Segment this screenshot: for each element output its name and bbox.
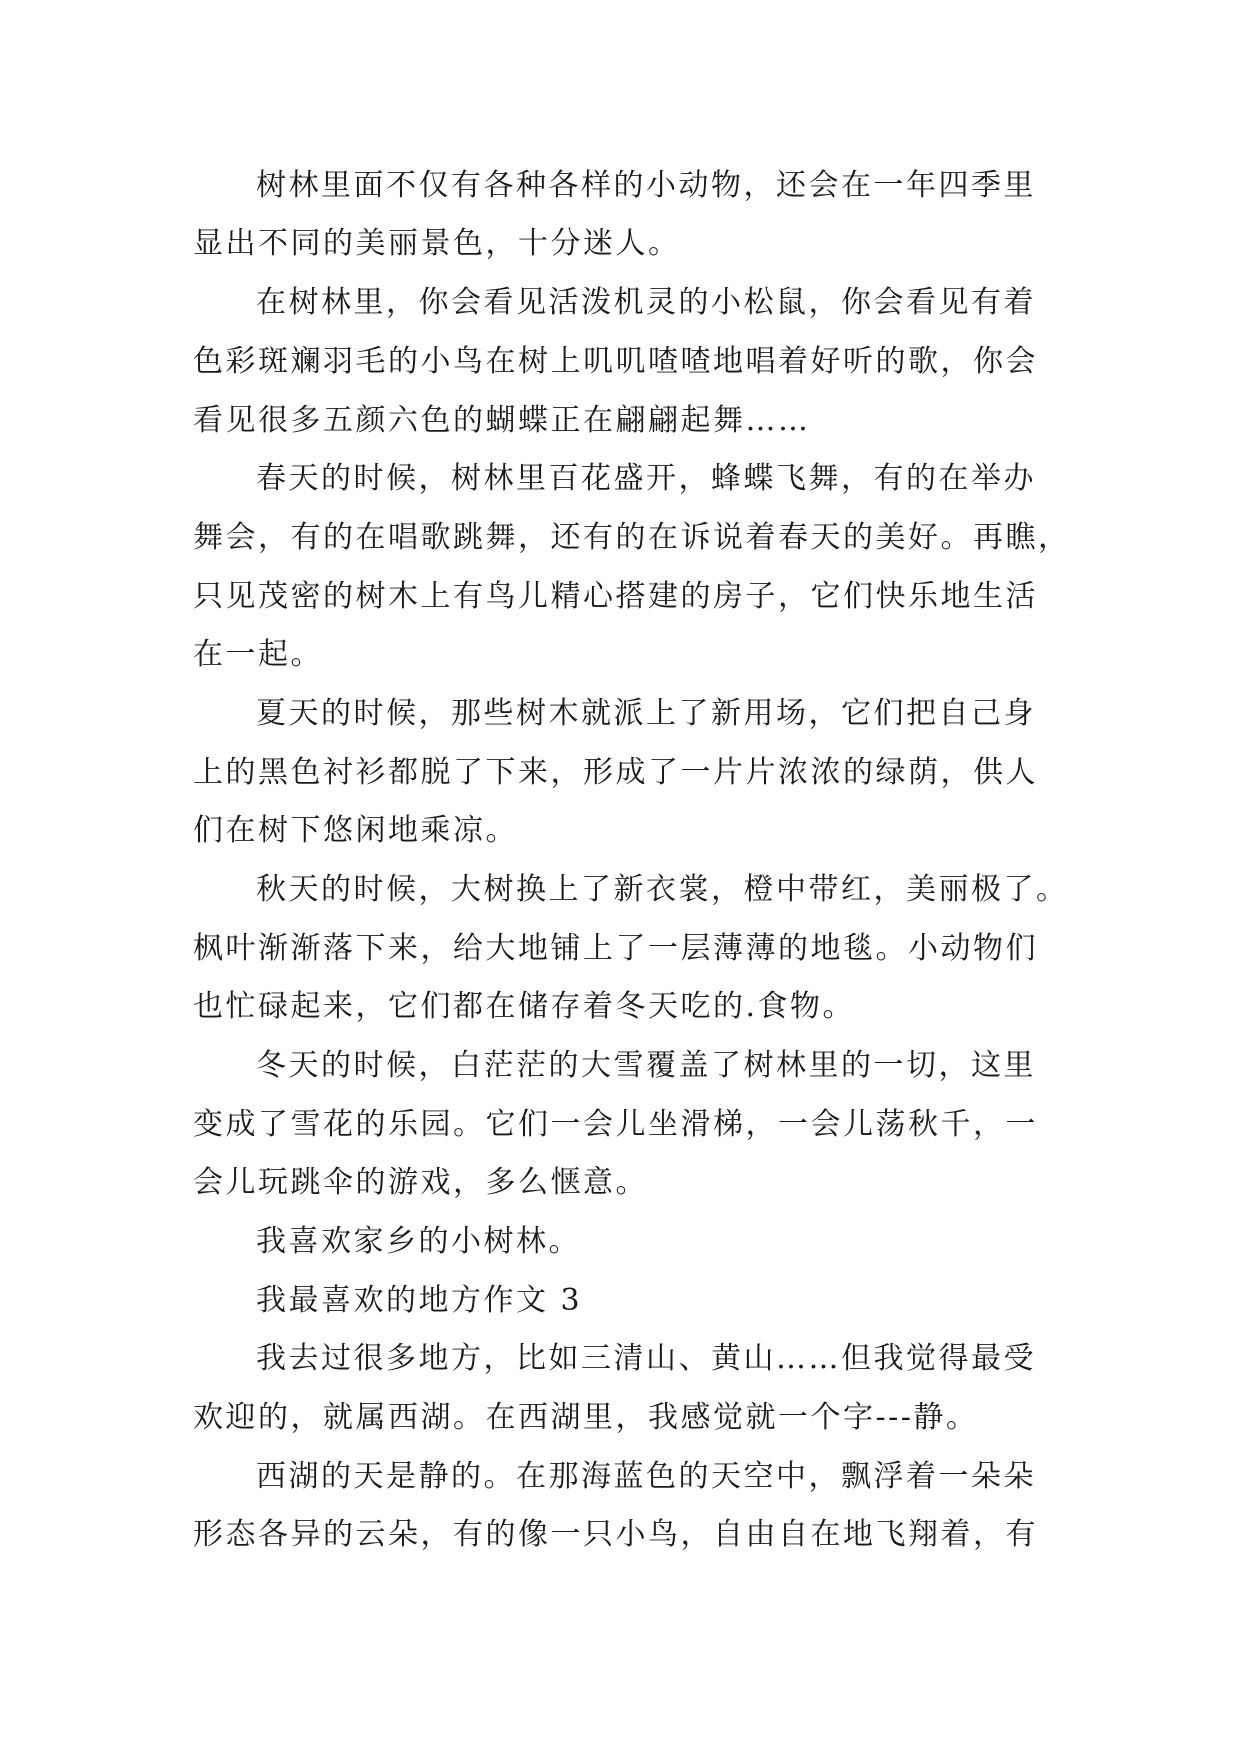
text-line: 变成了雪花的乐园。它们一会儿坐滑梯，一会儿荡秋千，一 bbox=[193, 1107, 1038, 1142]
text-line: 树林里面不仅有各种各样的小动物，还会在一年四季里 bbox=[256, 168, 1036, 203]
text-line: 冬天的时候，白茫茫的大雪覆盖了树林里的一切，这里 bbox=[256, 1048, 1036, 1083]
text-line: 在树林里，你会看见活泼机灵的小松鼠，你会看见有着 bbox=[256, 285, 1036, 320]
text-line: 色彩斑斓羽毛的小鸟在树上叽叽喳喳地唱着好听的歌，你会 bbox=[193, 344, 1038, 379]
text-line: 枫叶渐渐落下来，给大地铺上了一层薄薄的地毯。小动物们 bbox=[193, 931, 1038, 966]
text-line: 欢迎的，就属西湖。在西湖里，我感觉就一个字---静。 bbox=[193, 1400, 979, 1435]
text-line: 看见很多五颜六色的蝴蝶正在翩翩起舞…… bbox=[193, 403, 811, 438]
text-line: 我去过很多地方，比如三清山、黄山……但我觉得最受 bbox=[256, 1341, 1036, 1376]
text-line: 只见茂密的树木上有鸟儿精心搭建的房子，它们快乐地生活 bbox=[193, 579, 1038, 614]
text-line: 也忙碌起来，它们都在储存着冬天吃的.食物。 bbox=[193, 989, 856, 1024]
text-line: 上的黑色衬衫都脱了下来，形成了一片片浓浓的绿荫，供人 bbox=[193, 755, 1038, 790]
section-heading: 我最喜欢的地方作文 3 bbox=[256, 1283, 583, 1318]
text-line: 在一起。 bbox=[193, 637, 323, 672]
text-line: 舞会，有的在唱歌跳舞，还有的在诉说着春天的美好。再瞧， bbox=[193, 520, 1071, 555]
text-line: 我喜欢家乡的小树林。 bbox=[256, 1224, 581, 1259]
text-line: 春天的时候，树林里百花盛开，蜂蝶飞舞，有的在举办 bbox=[256, 461, 1036, 496]
text-line: 西湖的天是静的。在那海蓝色的天空中，飘浮着一朵朵 bbox=[256, 1459, 1036, 1494]
text-line: 秋天的时候，大树换上了新衣裳，橙中带红，美丽极了。 bbox=[256, 872, 1069, 907]
text-line: 形态各异的云朵，有的像一只小鸟，自由自在地飞翔着，有 bbox=[193, 1517, 1038, 1552]
text-line: 夏天的时候，那些树木就派上了新用场，它们把自己身 bbox=[256, 696, 1036, 731]
text-line: 们在树下悠闲地乘凉。 bbox=[193, 813, 518, 848]
text-line: 会儿玩跳伞的游戏，多么惬意。 bbox=[193, 1165, 648, 1200]
text-line: 显出不同的美丽景色，十分迷人。 bbox=[193, 226, 681, 261]
